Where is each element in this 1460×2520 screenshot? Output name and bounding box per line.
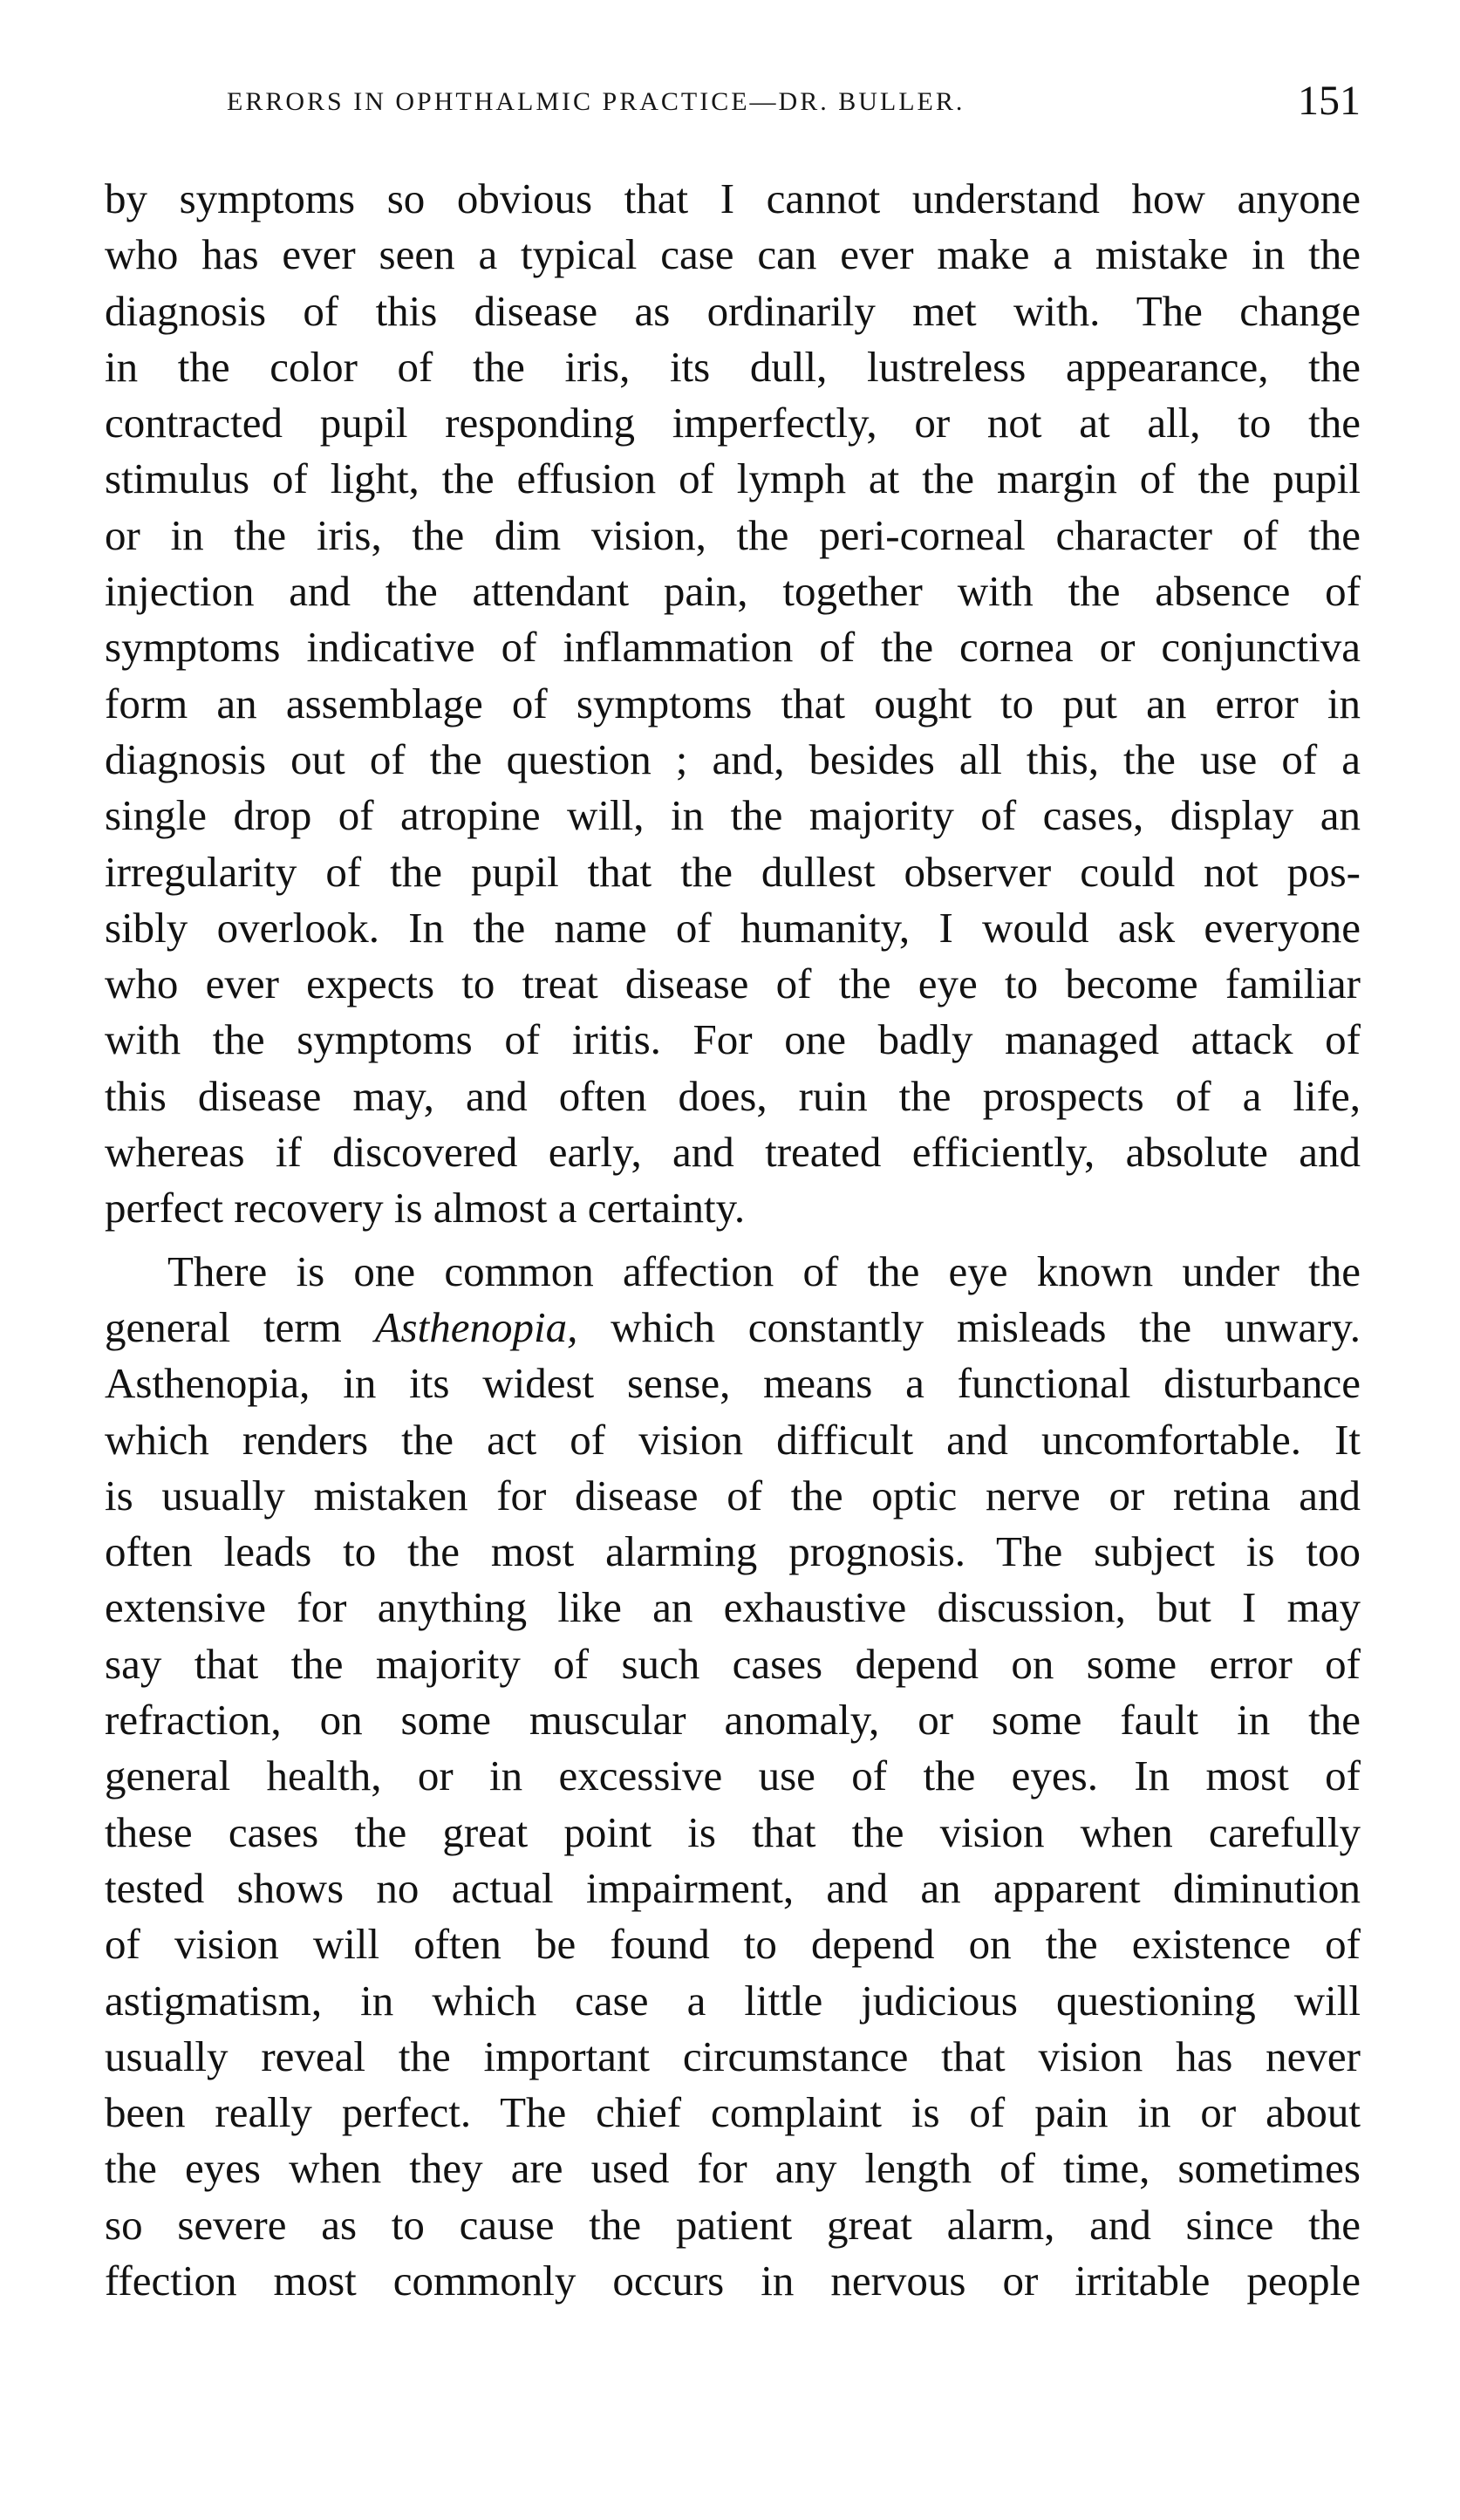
text-line: astigmatism, in which case a little judicious questioning will: [105, 1976, 1361, 2025]
text-line: who ever expects to treat disease of the eye to become familiar: [105, 960, 1361, 1008]
body-text: [105, 171, 1361, 2309]
text-line: ffection most commonly occurs in nervous or irritable people: [105, 2256, 1361, 2305]
text-line: form an assemblage of symptoms that ought to put an error in: [105, 679, 1361, 727]
text-segment: general term: [105, 1302, 375, 1351]
text-line: been really perfect. The chief complaint is of pain in or about: [105, 2088, 1361, 2137]
text-line: There is one common affection of the eye known under the: [167, 1246, 1361, 1295]
emphasized-term: Asthenopia,: [374, 1302, 578, 1351]
text-line: so severe as to cause the patient great alarm, and since the: [105, 2200, 1361, 2249]
text-line: diagnosis of this disease as ordinarily met with. The change: [105, 286, 1361, 335]
text-line: of vision will often be found to depend on the existence of: [105, 1920, 1361, 1969]
paragraph-gap: [105, 1237, 1361, 1244]
text-line: stimulus of light, the effusion of lymph at the margin of the pupil: [105, 454, 1361, 503]
text-line: extensive for anything like an exhaustive discussion, but I may: [105, 1583, 1361, 1632]
text-line: which renders the act of vision difficult and uncomfortable. It: [105, 1415, 1361, 1464]
text-line: say that the majority of such cases depend on some error of: [105, 1639, 1361, 1688]
text-line: irregularity of the pupil that the dullest observer could not pos-: [105, 847, 1361, 896]
text-line: injection and the attendant pain, together with the absence of: [105, 567, 1361, 616]
text-segment: which constantly misleads the unwary.: [577, 1302, 1361, 1351]
text-line: by symptoms so obvious that I cannot understand how anyone: [105, 174, 1361, 222]
text-line: sibly overlook. In the name of humanity, I would ask everyone: [105, 903, 1361, 952]
text-line: these cases the great point is that the vision when carefully: [105, 1807, 1361, 1856]
text-line: with the symptoms of iritis. For one badly managed attack of: [105, 1015, 1361, 1064]
running-header: [105, 77, 1361, 129]
text-line: contracted pupil responding imperfectly, or not at all, to the: [105, 399, 1361, 447]
running-header-title: ERRORS IN OPHTHALMIC PRACTICE—DR. BULLER.: [227, 87, 965, 116]
text-line-with-emphasis: [105, 1300, 1361, 1356]
text-line: refraction, on some muscular anomaly, or some fault in the: [105, 1696, 1361, 1745]
text-line: diagnosis out of the question ; and, besides all this, the use of a: [105, 734, 1361, 783]
text-line: the eyes when they are used for any length of time, sometimes: [105, 2144, 1361, 2193]
text-line: is usually mistaken for disease of the optic nerve or retina and: [105, 1471, 1361, 1520]
text-line: usually reveal the important circumstance that vision has never: [105, 2032, 1361, 2080]
text-line: who has ever seen a typical case can ever make a mistake in the: [105, 230, 1361, 279]
text-line: general health, or in excessive use of the eyes. In most of: [105, 1752, 1361, 1800]
text-line: perfect recovery is almost a certainty.: [105, 1184, 746, 1233]
text-line: single drop of atropine will, in the majority of cases, display an: [105, 791, 1361, 840]
text-line: tested shows no actual impairment, and an apparent diminution: [105, 1863, 1361, 1912]
text-line: Asthenopia, in its widest sense, means a functional disturbance: [105, 1359, 1361, 1408]
text-line: often leads to the most alarming prognosis. The subject is too: [105, 1527, 1361, 1576]
text-line: symptoms indicative of inflammation of the cornea or conjunctiva: [105, 623, 1361, 672]
paragraph-iritis: [105, 171, 1361, 1237]
paragraph-asthenopia: [105, 1244, 1361, 2310]
text-line: in the color of the iris, its dull, lustreless appearance, the: [105, 342, 1361, 391]
text-line: this disease may, and often does, ruin the prospects of a life,: [105, 1071, 1361, 1120]
text-line: whereas if discovered early, and treated efficiently, absolute and: [105, 1128, 1361, 1177]
text-line: or in the iris, the dim vision, the peri-corneal character of the: [105, 510, 1361, 559]
page-number: 151: [1298, 78, 1361, 124]
